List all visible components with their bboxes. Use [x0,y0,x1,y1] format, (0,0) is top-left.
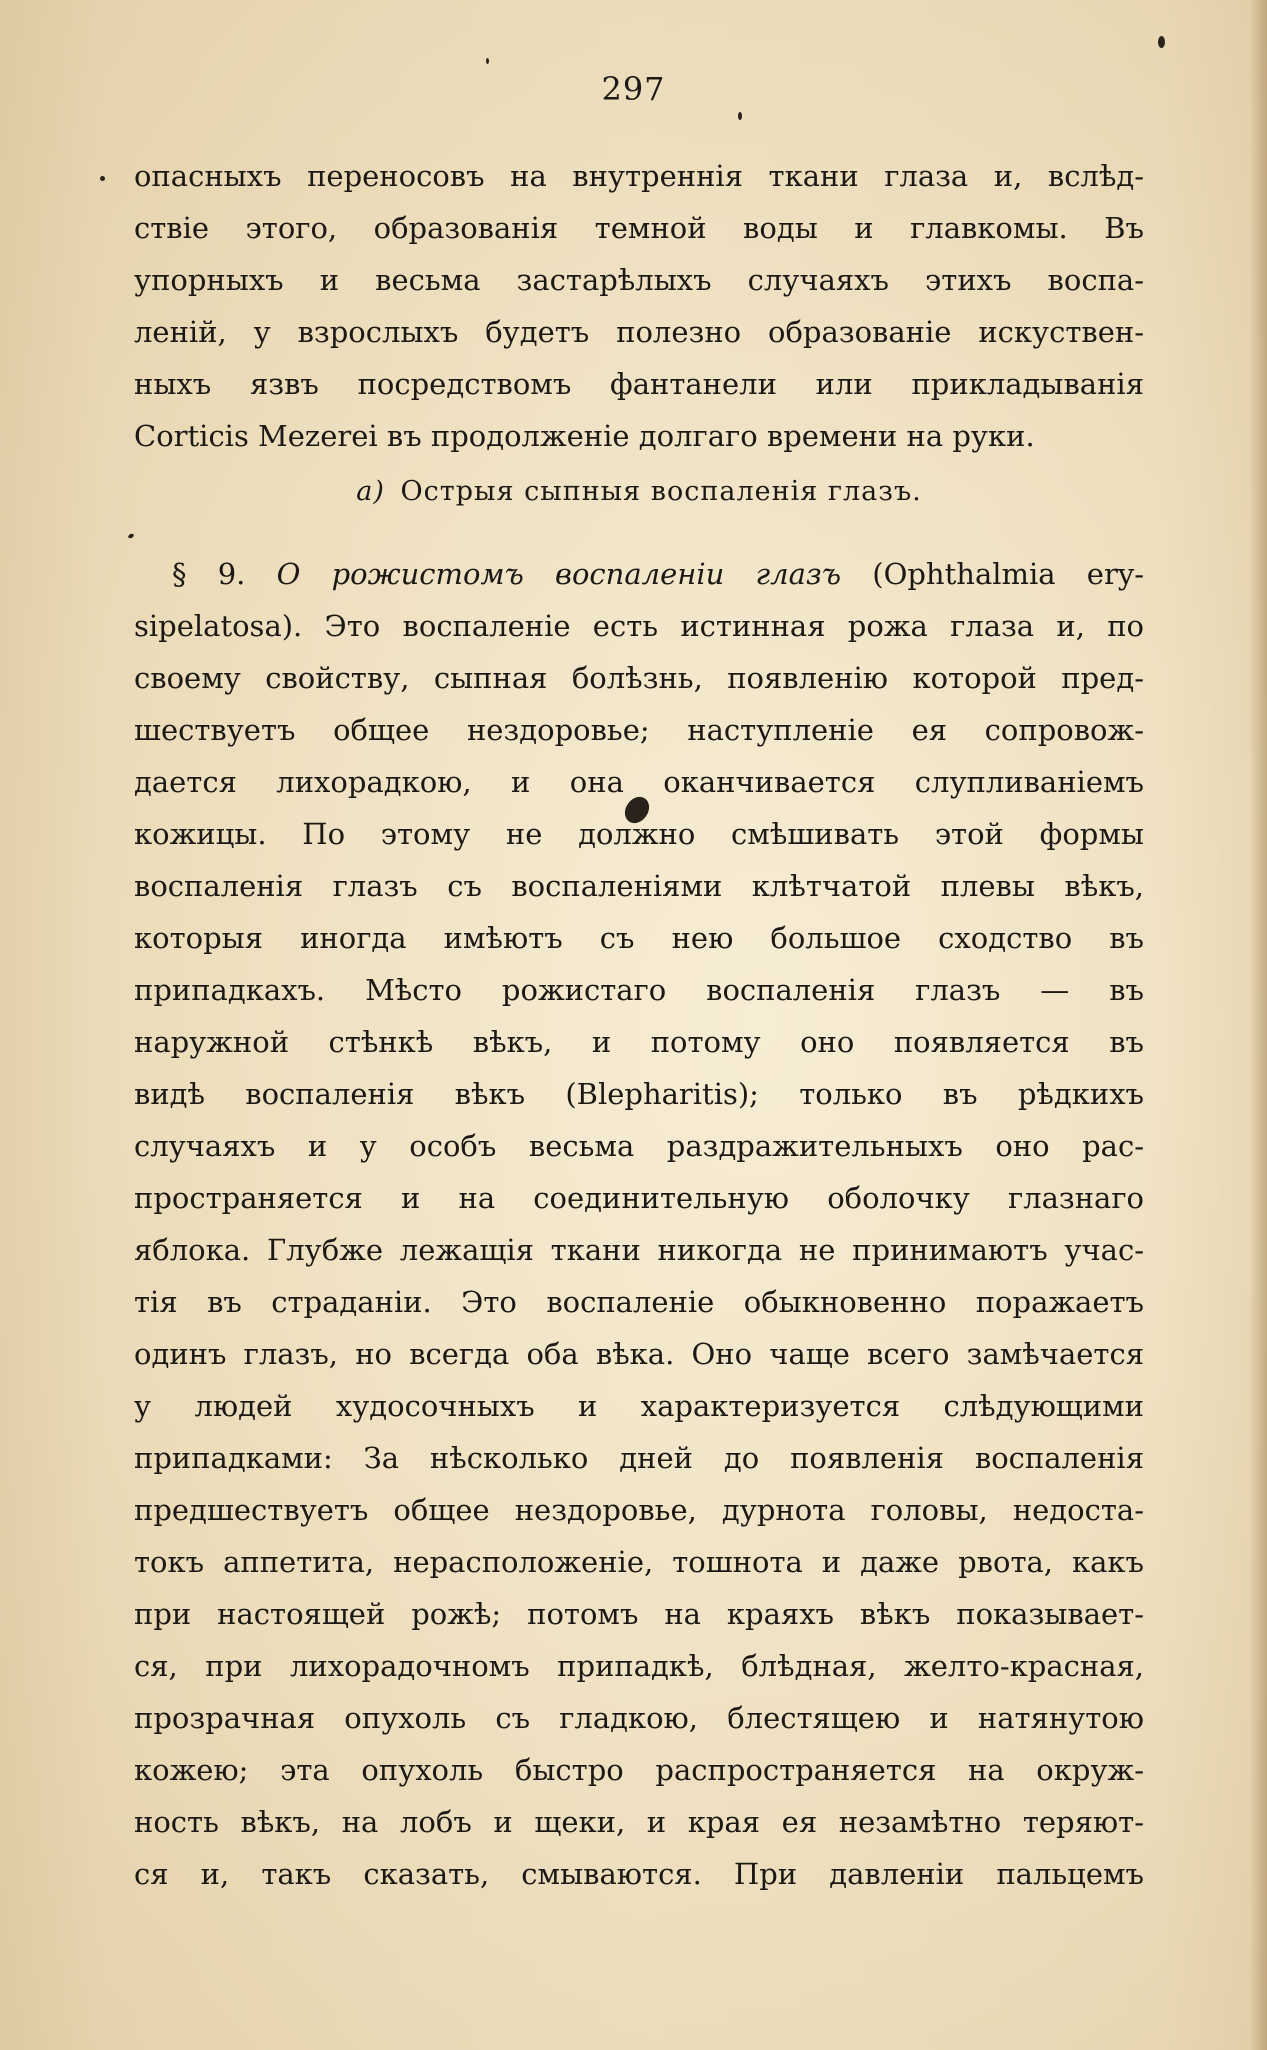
latin-term: (Ophthalmia ery- [872,557,1144,591]
text-line: воспаленія глазъ съ воспаленіями клѣтчатой плевы вѣкъ, [134,869,1144,903]
text-line: sipelatosa). Это воспаленіе есть истинная рожа глаза и, по [134,609,1144,643]
section-number: § 9. [172,557,246,591]
text-line: леній, у взрослыхъ будетъ полезно образованіе искуствен- [134,315,1144,349]
text-line: дается лихорадкою, и она оканчивается слупливаніемъ [134,765,1144,799]
ink-speck [100,176,105,181]
section-title: О рожистомъ воспаленіи глазъ [276,557,842,591]
ink-speck [738,112,742,120]
page-edge-shadow [1249,0,1267,2050]
body-text [134,150,1144,1900]
section-heading-marker: a) [356,476,385,507]
text-line: токъ аппетита, нерасположеніе, тошнота и даже рвота, какъ [134,1545,1144,1579]
spacer [134,518,1144,548]
section-heading [134,466,1144,518]
text-line: припадкахъ. Мѣсто рожистаго воспаленія глазъ — въ [134,973,1144,1007]
text-line: опасныхъ переносовъ на внутреннія ткани глаза и, вслѣд- [134,159,1144,193]
text-line: упорныхъ и весьма застарѣлыхъ случаяхъ этихъ воспа- [134,263,1144,297]
text-line: ствіе этого, образованія темной воды и главкомы. Въ [134,211,1144,245]
text-line: видѣ воспаленія вѣкъ (Blepharitis); только въ рѣдкихъ [134,1077,1144,1111]
text-line: тія въ страданіи. Это воспаленіе обыкновенно поражаетъ [134,1285,1144,1319]
text-line: пространяется и на соединительную оболочку глазнаго [134,1181,1144,1215]
text-line: своему свойству, сыпная болѣзнь, появленію которой пред- [134,661,1144,695]
text-line: Corticis Mezerei въ продолженіе долгаго времени на руки. [134,419,1035,453]
text-line: яблока. Глубже лежащія ткани никогда не принимаютъ учас- [134,1233,1144,1267]
ink-speck [1158,36,1165,48]
text-line: прозрачная опухоль съ гладкою, блестящею и натянутою [134,1701,1144,1735]
text-line: одинъ глазъ, но всегда оба вѣка. Оно чаще всего замѣчается [134,1337,1144,1371]
text-line: случаяхъ и у особъ весьма раздражительныхъ оно рас- [134,1129,1144,1163]
text-line: при настоящей рожѣ; потомъ на краяхъ вѣкъ показывает- [134,1597,1144,1631]
ink-speck [486,58,489,64]
text-line: у людей худосочныхъ и характеризуется слѣдующими [134,1389,1144,1423]
page-number: 297 [601,70,666,108]
text-line: кожицы. По этому не должно смѣшивать этой формы [134,817,1144,851]
text-line: шествуетъ общее нездоровье; наступленіе ея сопровож- [134,713,1144,747]
text-line: которыя иногда имѣютъ съ нею большое сходство въ [134,921,1144,955]
text-line: наружной стѣнкѣ вѣкъ, и потому оно появляется въ [134,1025,1144,1059]
text-line: ся и, такъ сказать, смываются. При давленіи пальцемъ [134,1857,1144,1891]
text-line: ся, при лихорадочномъ припадкѣ, блѣдная, желто-красная, [134,1649,1144,1683]
text-line: кожею; эта опухоль быстро распространяется на окруж- [134,1753,1144,1787]
text-line: припадками: За нѣсколько дней до появленія воспаленія [134,1441,1144,1475]
paragraph-opening-line [134,548,1144,600]
section-heading-text: Острыя сыпныя воспаленія глазъ. [400,476,922,507]
text-line: предшествуетъ общее нездоровье, дурнота головы, недоста- [134,1493,1144,1527]
text-line: ныхъ язвъ посредствомъ фантанели или прикладыванія [134,367,1144,401]
text-line: ность вѣкъ, на лобъ и щеки, и края ея незамѣтно теряют- [134,1805,1144,1839]
